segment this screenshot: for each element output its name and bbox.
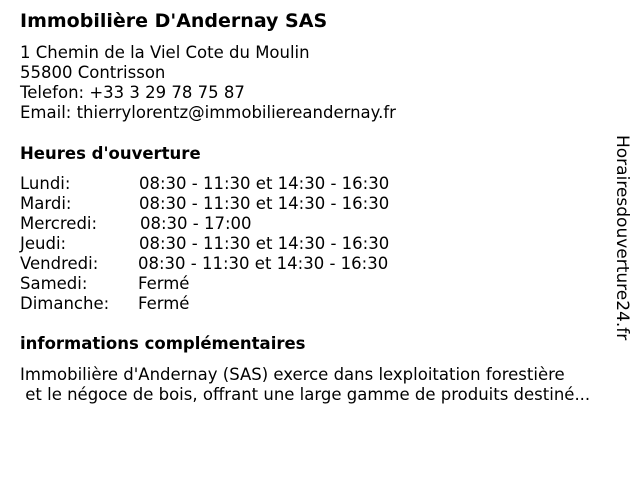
day-label: Vendredi: [20,254,99,273]
hours-row-wednesday [20,214,440,234]
opening-hours-table [20,174,440,314]
day-label: Mercredi: [20,214,98,233]
description-line-1: Immobilière d'Andernay (SAS) exerce dans lexploitation forestière [20,365,565,384]
site-watermark [611,135,633,375]
contact-block [20,43,396,123]
day-label: Dimanche: [20,294,110,313]
city-postcode: 55800 Contrisson [20,63,166,82]
additional-info-heading: informations complémentaires [20,334,306,353]
time-value: 08:30 - 11:30 et 14:30 - 16:30 [139,174,390,193]
hours-row-saturday [20,274,440,294]
hours-row-thursday [20,234,440,254]
phone-number: Telefon: +33 3 29 78 75 87 [20,83,245,102]
opening-hours-heading: Heures d'ouverture [20,144,201,163]
hours-row-sunday [20,294,440,314]
time-value: Fermé [138,294,190,313]
description-line-2: et le négoce de bois, offrant une large gamme de produits destiné... [20,385,591,404]
day-label: Lundi: [20,174,71,193]
hours-row-monday [20,174,440,194]
time-value: Fermé [138,274,190,293]
watermark-text: Horairesdouverture24.fr [612,135,632,341]
time-value: 08:30 - 17:00 [140,214,252,233]
time-value: 08:30 - 11:30 et 14:30 - 16:30 [139,194,390,213]
day-label: Mardi: [20,194,72,213]
street-address: 1 Chemin de la Viel Cote du Moulin [20,43,310,62]
time-value: 08:30 - 11:30 et 14:30 - 16:30 [139,234,390,253]
time-value: 08:30 - 11:30 et 14:30 - 16:30 [138,254,389,273]
hours-row-friday [20,254,440,274]
day-label: Samedi: [20,274,88,293]
day-label: Jeudi: [20,234,67,253]
company-name: Immobilière D'Andernay SAS [20,10,328,32]
company-description [20,365,620,405]
hours-row-tuesday [20,194,440,214]
email-address: Email: thierrylorentz@immobiliereandernay.fr [20,103,396,122]
